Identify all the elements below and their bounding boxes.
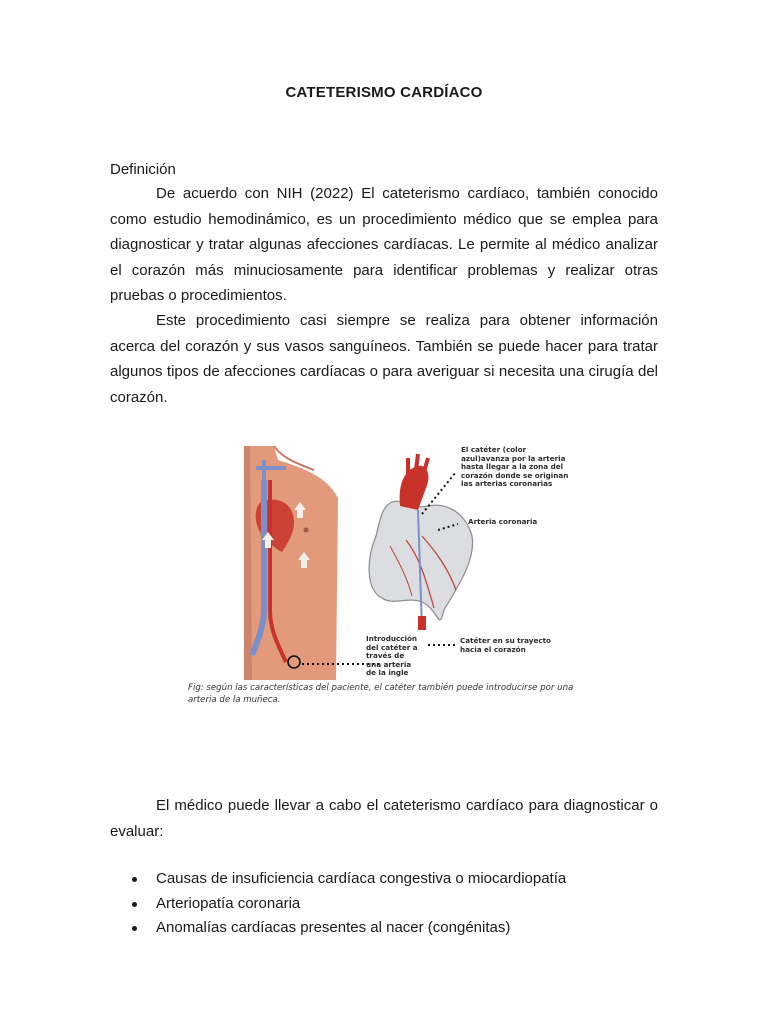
paragraph-definition: De acuerdo con NIH (2022) El cateterismo cardíaco, también conocido como estudio hemodinámico, es un procedimiento médico que se emplea para diagnosticar y tratar algunas afecciones cardíacas. Le permite al médico analizar el corazón más minuciosamente para identificar problemas y realizar otras pruebas o procedimientos. [110,185,658,304]
list-item: Arteriopatía coronaria [110,892,566,917]
list-item: Causas de insuficiencia cardíaca congestiva o miocardiopatía [110,867,566,892]
label-coronary-artery: Arteria coronaria [468,517,538,526]
heart-illustration [369,454,472,645]
section-heading: Definición [110,161,176,178]
document-title: CATETERISMO CARDÍACO [285,84,483,101]
label-catheter-path: Catéter en su trayecto hacia el corazón [460,636,551,654]
bullet-icon [132,926,137,931]
bullet-icon [132,902,137,907]
figure-caption: Fig: según las características del paciente, el catéter también puede introducirse por una arteria de la muñeca. [188,683,574,705]
label-introduction: Introducción del catéter a través de una arteria de la ingle [366,634,418,678]
paragraph-procedure: Este procedimiento casi siempre se realiza para obtener información acerca del corazón y sus vasos sanguíneos. También se puede hacer para tratar algunos tipos de afecciones cardíacas o para averiguar si necesita una cirugía del corazón. [110,312,658,406]
paragraph-evaluation-intro: El médico puede llevar a cabo el cateterismo cardíaco para diagnosticar o evaluar: [110,797,658,840]
catheterization-figure [186,440,580,714]
list-item: Anomalías cardíacas presentes al nacer (congénitas) [110,916,566,941]
bullet-icon [132,877,137,882]
bullet-list [110,867,566,941]
torso-illustration [244,446,382,680]
label-catheter-blue: El catéter (color azul)avanza por la arteria hasta llegar a la zona del corazón donde se originan las arterias coronarias [461,445,569,489]
